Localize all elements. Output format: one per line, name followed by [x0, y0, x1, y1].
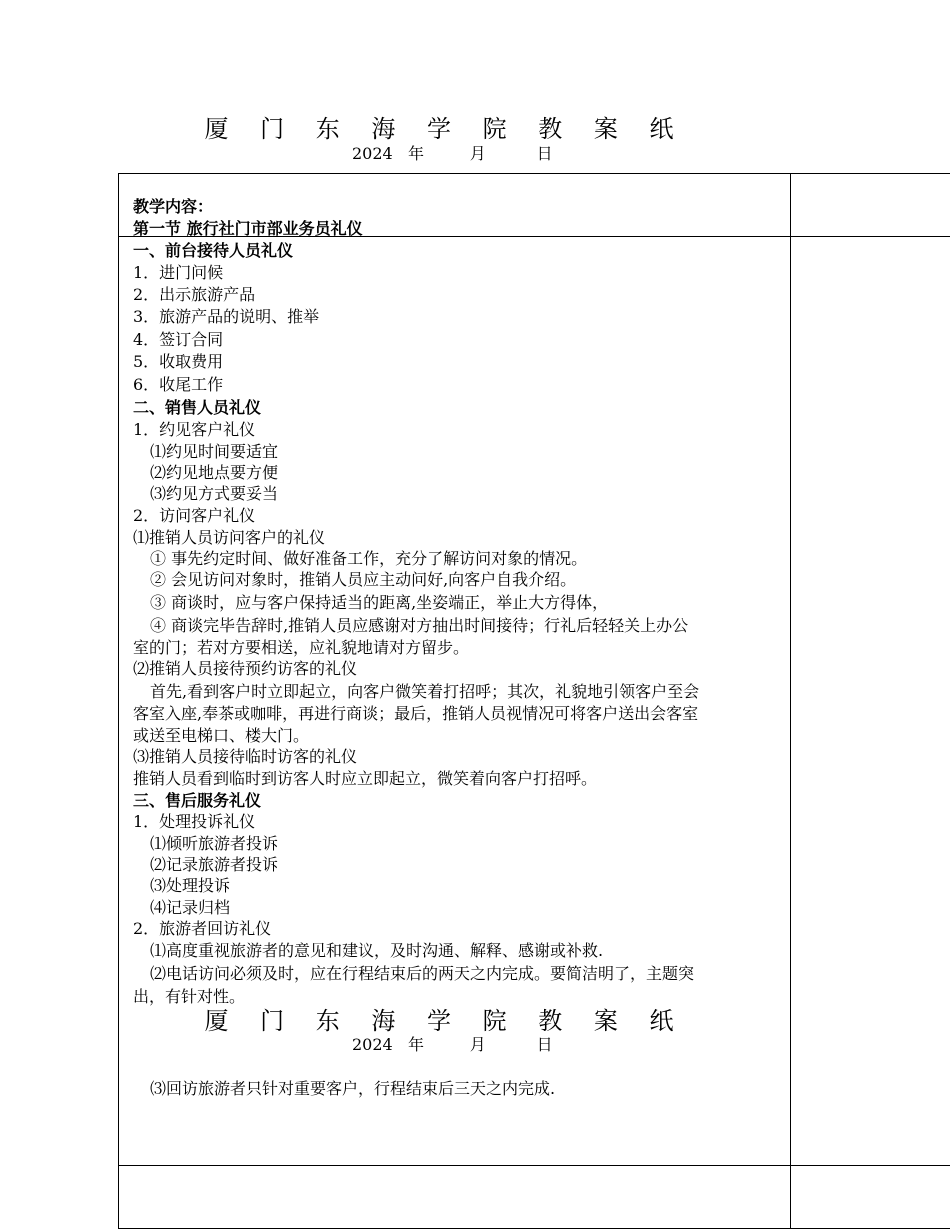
list-item: 2．访问客户礼仪	[133, 506, 256, 525]
content-heading: 教学内容：	[133, 197, 214, 216]
list-item: 1．进门问候	[133, 263, 224, 282]
table-top-border	[118, 173, 950, 174]
list-item: ⑴倾听旅游者投诉	[150, 834, 279, 853]
list-item: ⑶推销人员接待临时访客的礼仪	[133, 747, 358, 766]
list-item: ⑵记录旅游者投诉	[150, 855, 279, 874]
table-row-divider	[118, 1165, 950, 1166]
paragraph-line: ② 会见访问对象时，推销人员应主动问好,向客户自我介绍。	[150, 570, 577, 589]
subsection-title: 二、销售人员礼仪	[133, 398, 262, 417]
list-item: ⑵约见地点要方便	[150, 463, 279, 482]
paragraph-line: ⑶回访旅游者只针对重要客户，行程结束后三天之内完成.	[150, 1079, 556, 1098]
list-item: 5．收取费用	[133, 352, 224, 371]
list-item: ⑶处理投诉	[150, 876, 231, 895]
paragraph-line: 首先,看到客户时立即起立，向客户微笑着打招呼；其次，礼貌地引领客户至会	[150, 682, 700, 701]
list-item: 6．收尾工作	[133, 375, 224, 394]
list-item: ⑵推销人员接待预约访客的礼仪	[133, 659, 358, 678]
section-title: 第一节 旅行社门市部业务员礼仪	[133, 219, 363, 238]
page-title: 厦 门 东 海 学 院 教 案 纸	[204, 1007, 686, 1035]
paragraph-line: 推销人员看到临时到访客人时应立即起立，微笑着向客户打招呼。	[133, 769, 598, 788]
subsection-title: 三、售后服务礼仪	[133, 791, 262, 810]
table-column-divider	[790, 173, 791, 1229]
list-item: 1．约见客户礼仪	[133, 420, 256, 439]
page-title: 厦 门 东 海 学 院 教 案 纸	[204, 115, 686, 143]
paragraph-line: 室的门；若对方要相送，应礼貌地请对方留步。	[133, 638, 470, 657]
paragraph-line: 客室入座,奉茶或咖啡，再进行商谈；最后，推销人员视情况可将客户送出会客室	[133, 704, 699, 723]
list-item: 3．旅游产品的说明、推举	[133, 307, 320, 326]
table-left-border	[118, 173, 119, 1229]
paragraph-line: 出，有针对性。	[133, 987, 246, 1006]
paragraph-line: ④ 商谈完毕告辞时,推销人员应感谢对方抽出时间接待；行礼后轻轻关上办公	[150, 616, 689, 635]
list-item: ⑶约见方式要妥当	[150, 484, 279, 503]
page-date: 2024 年 月 日	[352, 144, 553, 163]
paragraph-line: 或送至电梯口、楼大门。	[133, 726, 310, 745]
list-item: ⑴约见时间要适宜	[150, 442, 279, 461]
list-item: 2．出示旅游产品	[133, 285, 256, 304]
list-item: 2．旅游者回访礼仪	[133, 919, 272, 938]
paragraph-line: ③ 商谈时，应与客户保持适当的距离,坐姿端正，举止大方得体，	[150, 593, 609, 612]
list-item: ⑴推销人员访问客户的礼仪	[133, 528, 326, 547]
list-item: 4．签订合同	[133, 330, 224, 349]
page-date: 2024 年 月 日	[352, 1035, 553, 1054]
paragraph-line: ⑵电话访问必须及时，应在行程结束后的两天之内完成。要简洁明了，主题突	[150, 964, 695, 983]
table-bottom-border	[118, 1228, 950, 1229]
subsection-title: 一、前台接待人员礼仪	[133, 241, 294, 260]
list-item: ⑷记录归档	[150, 898, 231, 917]
paragraph-line: ⑴高度重视旅游者的意见和建议，及时沟通、解释、感谢或补救.	[150, 941, 604, 960]
paragraph-line: ① 事先约定时间、做好准备工作，充分了解访问对象的情况。	[150, 549, 588, 568]
list-item: 1．处理投诉礼仪	[133, 812, 256, 831]
